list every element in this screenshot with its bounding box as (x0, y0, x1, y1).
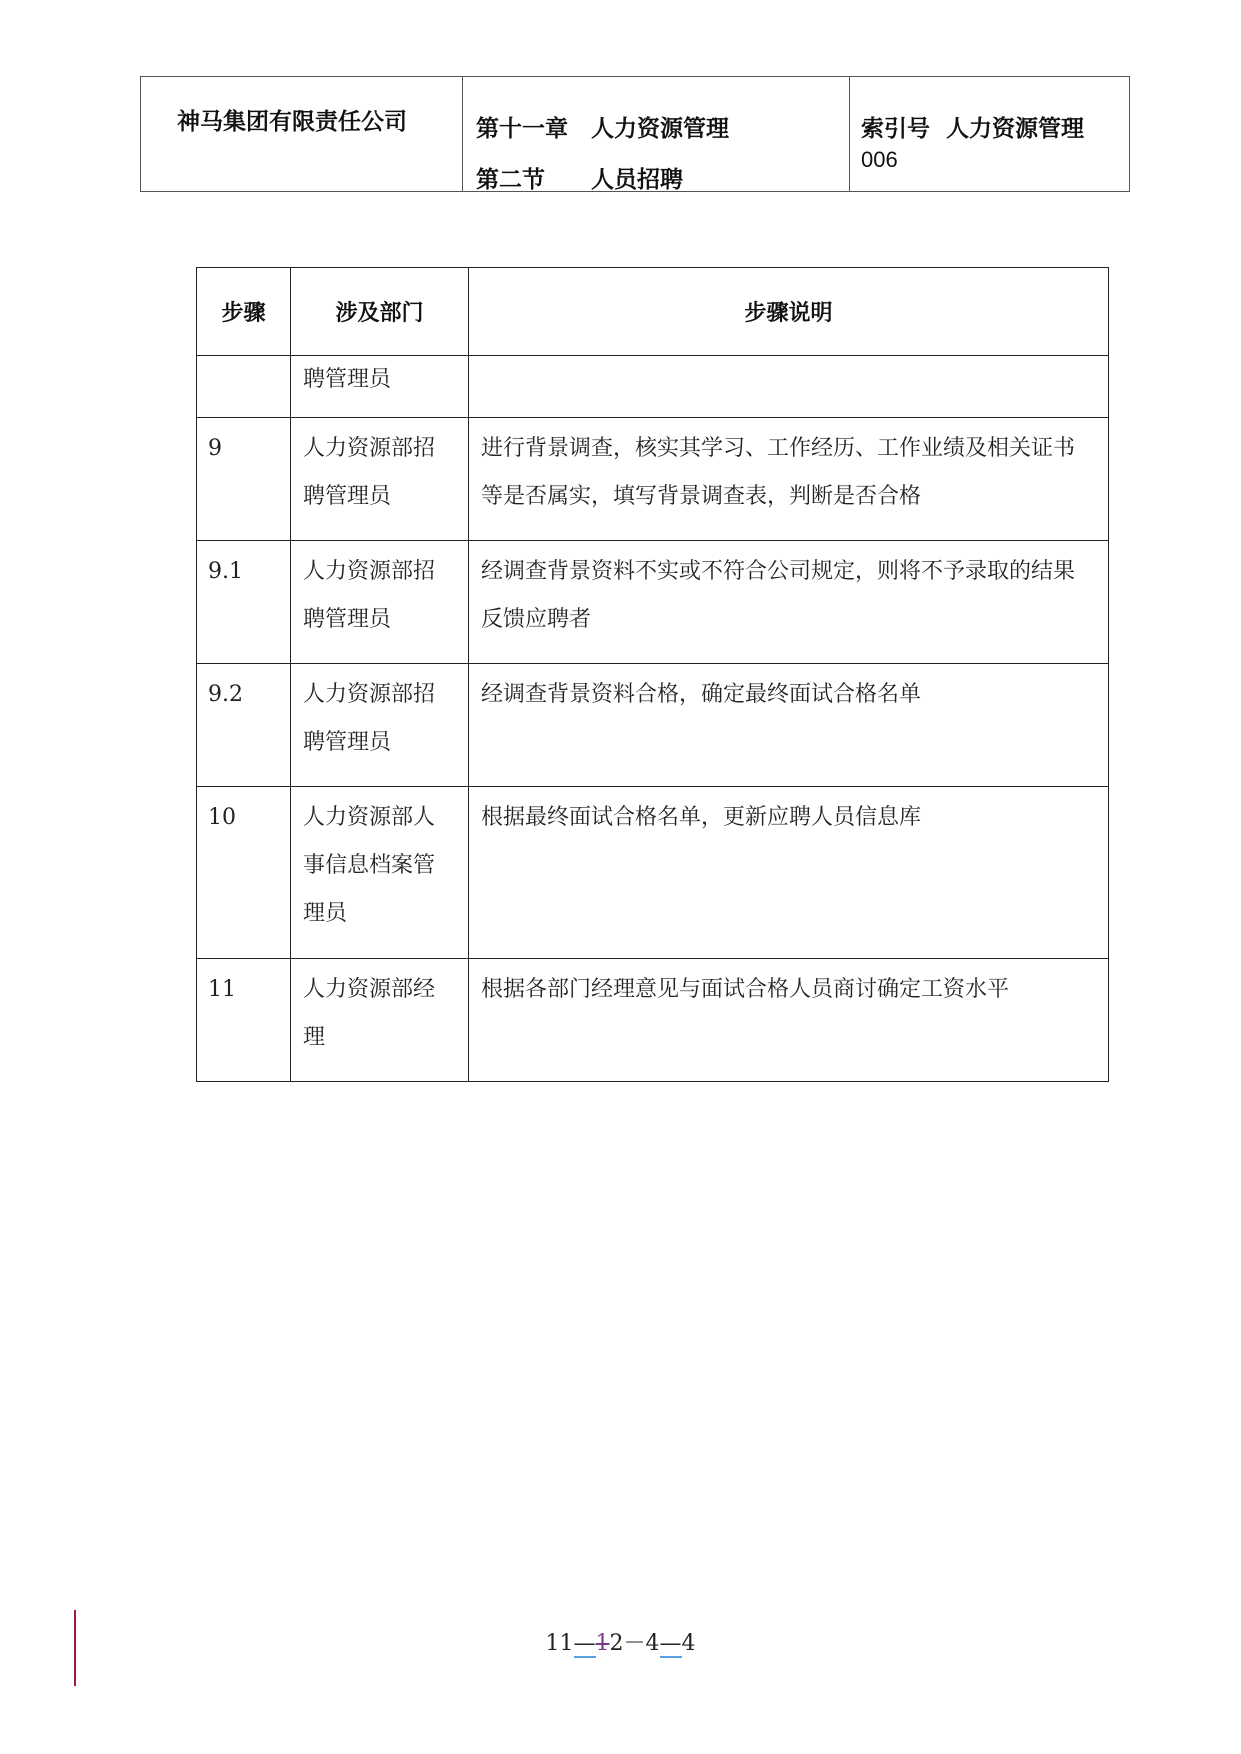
cell-step: 11 (197, 959, 291, 1082)
company-name: 神马集团有限责任公司 (177, 109, 407, 135)
document-header (140, 76, 1130, 192)
page-number-part: 11 (545, 1631, 574, 1656)
table-row (197, 664, 1109, 787)
page-number-deleted-digit: 1 (595, 1631, 610, 1656)
cell-department: 人力资源部招聘管理员 (291, 541, 469, 664)
table-row-continuation (197, 356, 1109, 418)
table-row (197, 959, 1109, 1082)
cell-description: 经调查背景资料不实或不符合公司规定，则将不予录取的结果反馈应聘者 (469, 541, 1109, 664)
column-header-description: 步骤说明 (469, 268, 1109, 356)
cell-step (197, 356, 291, 418)
cell-description: 进行背景调查，核实其学习、工作经历、工作业绩及相关证书等是否属实，填写背景调查表，判断是否合格 (469, 418, 1109, 541)
page-number-inserted-dash: — (573, 1631, 596, 1656)
table-row (197, 418, 1109, 541)
cell-step: 9.2 (197, 664, 291, 787)
column-header-department: 涉及部门 (291, 268, 469, 356)
steps-table (196, 267, 1109, 1082)
cell-description: 根据各部门经理意见与面试合格人员商讨确定工资水平 (469, 959, 1109, 1082)
page-number-inserted-dash: — (659, 1631, 682, 1656)
cell-department: 人力资源部经理 (291, 959, 469, 1082)
cell-description (469, 356, 1109, 418)
header-chapter-cell (462, 77, 849, 191)
table-row (197, 787, 1109, 959)
table-header-row (197, 268, 1109, 356)
index-label: 索引号 人力资源管理 (861, 116, 1085, 142)
page-number-part: 4 (681, 1631, 696, 1656)
table-row (197, 541, 1109, 664)
index-code: 006 (861, 147, 898, 172)
chapter-title: 第十一章 人力资源管理 (476, 116, 729, 142)
cell-department: 人力资源部人事信息档案管理员 (291, 787, 469, 959)
header-index-cell (849, 77, 1129, 191)
page-number-part: 2－4 (609, 1631, 660, 1656)
page-number (0, 1626, 1241, 1657)
cell-description: 根据最终面试合格名单，更新应聘人员信息库 (469, 787, 1109, 959)
column-header-step: 步骤 (197, 268, 291, 356)
cell-department: 人力资源部招聘管理员 (291, 664, 469, 787)
cell-department: 聘管理员 (291, 356, 469, 418)
cell-step: 9.1 (197, 541, 291, 664)
section-title: 第二节 人员招聘 (476, 167, 683, 193)
cell-description: 经调查背景资料合格，确定最终面试合格名单 (469, 664, 1109, 787)
cell-step: 9 (197, 418, 291, 541)
header-company-cell (141, 77, 462, 191)
cell-step: 10 (197, 787, 291, 959)
cell-department: 人力资源部招聘管理员 (291, 418, 469, 541)
